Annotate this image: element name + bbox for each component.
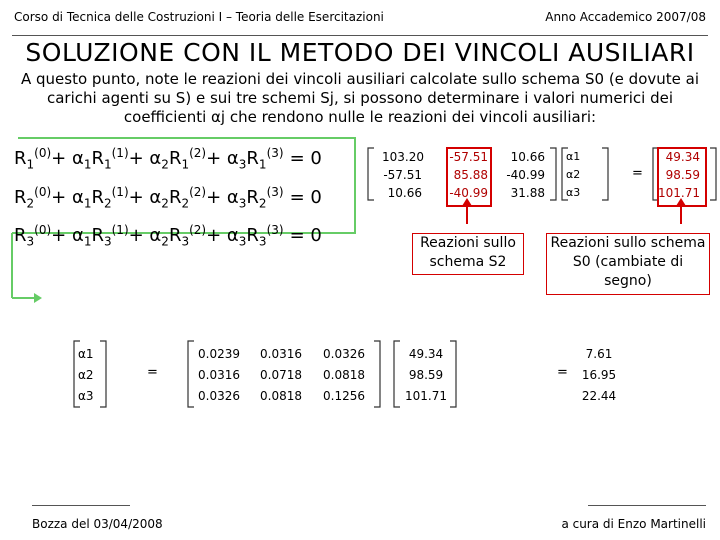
equation-row: $R_2^{(0)}+ \alpha_1R_2^{(1)}+ \alpha_2R_2^{(2)}+ \alpha_3R_2^{(3)} = 0$	[14, 184, 322, 211]
label-s0: Reazioni sullo schema S0 (cambiate di segno)	[546, 233, 710, 295]
equals-sign: =	[632, 166, 643, 181]
footer-author: a cura di Enzo Martinelli	[561, 517, 706, 531]
s2-highlight-box	[446, 147, 492, 207]
intro-paragraph: A questo punto, note le reazioni dei vincoli ausiliari calcolate sullo schema S0 (e dovute ai carichi agenti su S) e sui tre schemi Sj, si possono determinare i valori numerici dei coefficienti αj che rendono nulle le reazioni dei vincoli ausiliari:	[20, 70, 700, 126]
solution-rhs-vector: 49.34 98.59 101.71	[405, 347, 447, 403]
header-divider	[12, 35, 708, 36]
equation-row: $R_3^{(0)}+ \alpha_1R_3^{(1)}+ \alpha_2R_3^{(2)}+ \alpha_3R_3^{(3)} = 0$	[14, 223, 322, 249]
solution-equals-2: =	[557, 365, 568, 380]
course-header: Corso di Tecnica delle Costruzioni I – Teoria delle Esercitazioni	[14, 10, 384, 24]
coef-col-3: 10.66 -40.99 31.88	[506, 150, 545, 200]
page-title: SOLUZIONE CON IL METODO DEI VINCOLI AUSILIARI	[25, 38, 695, 67]
rhs-vector: 49.34 98.59 101.71	[658, 150, 700, 200]
academic-year: Anno Accademico 2007/08	[545, 10, 706, 24]
inverse-col-2: 0.0316 0.0718 0.0818	[260, 347, 302, 403]
footer-divider-left	[32, 505, 130, 506]
s0-highlight-box	[657, 147, 707, 207]
footer-divider-right	[588, 505, 706, 506]
label-s2: Reazioni sullo schema S2	[412, 233, 524, 275]
coef-col-2: -57.51 85.88 -40.99	[449, 150, 488, 200]
equation-system	[14, 140, 322, 256]
result-vector: 7.61 16.95 22.44	[581, 347, 617, 403]
coef-col-1: 103.20 -57.51 10.66	[382, 150, 424, 200]
footer-date: Bozza del 03/04/2008	[32, 517, 163, 531]
equation-row: $R_1^{(0)}+ \alpha_1R_1^{(1)}+ \alpha_2R_1^{(2)}+ \alpha_3R_1^{(3)} = 0$	[14, 146, 322, 172]
inverse-col-3: 0.0326 0.0818 0.1256	[323, 347, 365, 403]
inverse-col-1: 0.0239 0.0316 0.0326	[198, 347, 240, 403]
solution-equals-1: =	[147, 365, 158, 380]
alpha-vector: α1 α2 α3	[566, 150, 581, 199]
solution-alpha-vector: α1 α2 α3	[78, 347, 94, 403]
